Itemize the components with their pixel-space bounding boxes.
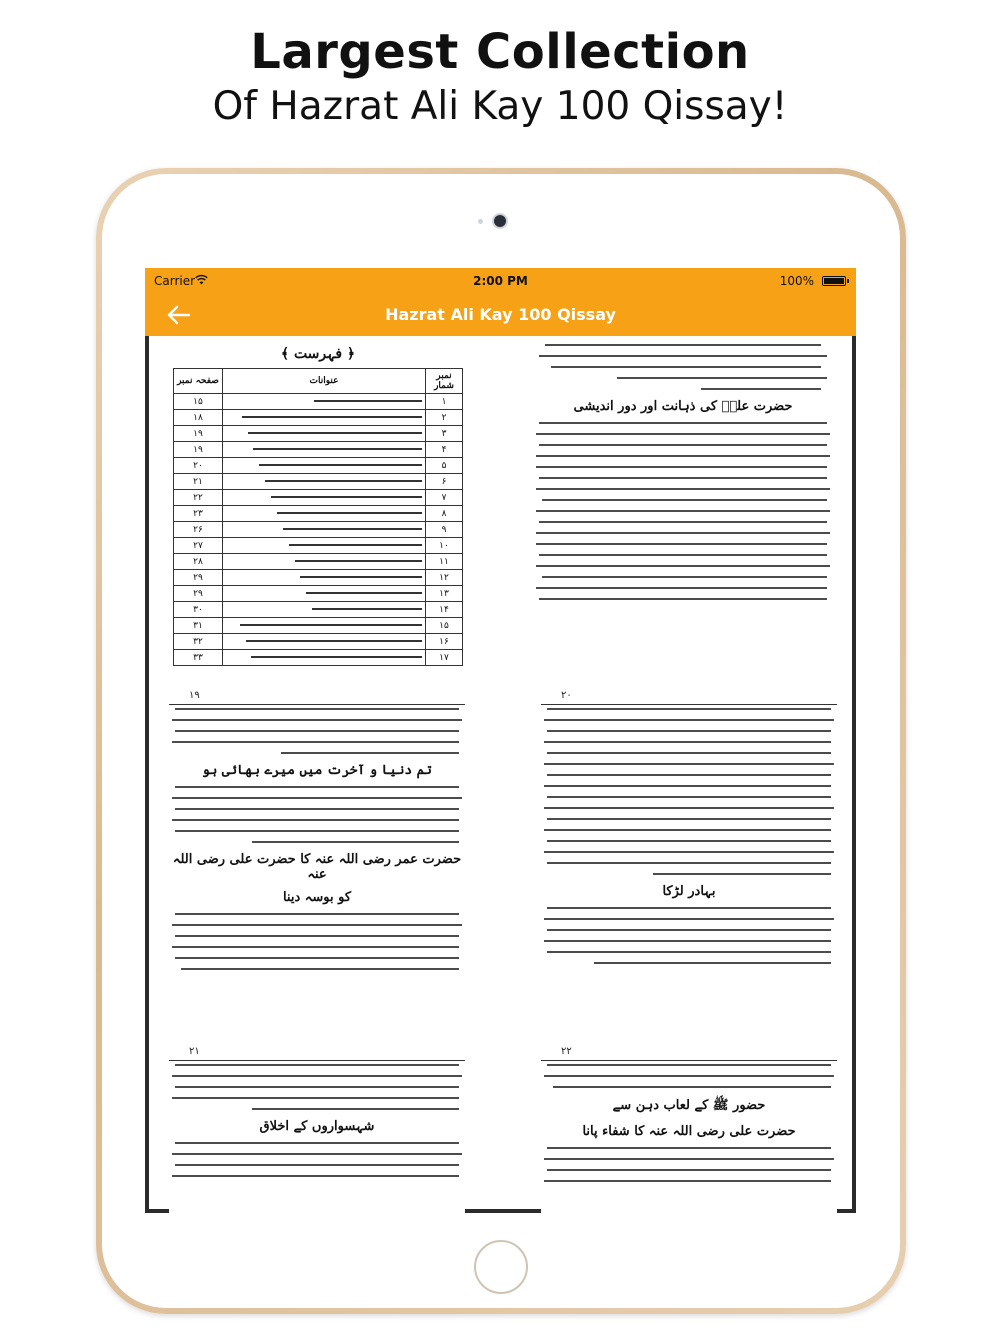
toc-row[interactable] — [174, 474, 463, 490]
toc-header-number: نمبر شمار — [426, 369, 463, 394]
toc-row-title — [223, 506, 426, 522]
promo-headline — [0, 22, 1000, 132]
battery-percent: 100% — [779, 274, 814, 288]
toc-row-page: ۱۵ — [174, 394, 223, 410]
page-3-heading-3: کو بوسہ دینا — [282, 890, 352, 905]
toc-header-title: عنوانات — [223, 369, 426, 394]
home-button[interactable] — [474, 1240, 528, 1294]
page-3-heading-2: حضرت عمر رضی اللہ عنہ کا حضرت علی رضی اللہ عنہ — [172, 852, 462, 882]
device-screen — [145, 268, 856, 1213]
toc-row-page: ۲۸ — [174, 554, 223, 570]
toc-row-title — [223, 458, 426, 474]
book-page-3 — [169, 688, 465, 988]
toc-row-number: ۱۵ — [426, 618, 463, 634]
toc-row-page: ۳۰ — [174, 602, 223, 618]
toc-page — [173, 342, 463, 663]
toc-row-number: ۱۶ — [426, 634, 463, 650]
toc-row-page: ۲۱ — [174, 474, 223, 490]
page-4-heading: بہادر لڑکا — [662, 884, 716, 899]
clock: 2:00 PM — [473, 274, 528, 288]
toc-row-title — [223, 586, 426, 602]
nav-bar — [145, 294, 856, 336]
toc-row[interactable] — [174, 522, 463, 538]
toc-row[interactable] — [174, 570, 463, 586]
toc-row-title — [223, 490, 426, 506]
toc-row-title — [223, 410, 426, 426]
toc-row-page: ۱۹ — [174, 426, 223, 442]
toc-row-number: ۱۲ — [426, 570, 463, 586]
toc-row-number: ۱۳ — [426, 586, 463, 602]
nav-title: Hazrat Ali Kay 100 Qissay — [385, 305, 616, 324]
toc-row-title — [223, 442, 426, 458]
headline-line-1: Largest Collection — [250, 24, 750, 80]
ipad-sensor — [478, 219, 483, 224]
toc-row-number: ۳ — [426, 426, 463, 442]
toc-row-title — [223, 426, 426, 442]
headline-line-2: Of Hazrat Ali Kay 100 Qissay! — [212, 84, 788, 129]
toc-row-number: ۸ — [426, 506, 463, 522]
toc-row-title — [223, 634, 426, 650]
toc-row[interactable] — [174, 506, 463, 522]
page-4-number: ۲۰ — [561, 690, 572, 701]
page-2-heading: حضرت علیؓ کی ذہانت اور دور اندیشی — [573, 399, 793, 414]
toc-row-number: ۷ — [426, 490, 463, 506]
battery-icon — [822, 276, 846, 286]
ipad-camera — [494, 215, 506, 227]
page-5-heading: شہسواروں کے اخلاق — [259, 1119, 375, 1134]
toc-row[interactable] — [174, 634, 463, 650]
book-page-5 — [169, 1044, 465, 1214]
toc-row[interactable] — [174, 554, 463, 570]
book-page-2 — [533, 344, 833, 644]
page-6-heading-2: حضرت علی رضی اللہ عنہ کا شفاء پانا — [582, 1124, 796, 1139]
toc-row-page: ۲۶ — [174, 522, 223, 538]
page-3-heading-1: تم دنیا و آخرت میں میرے بھائی ہو — [202, 763, 432, 778]
page-6-number: ۲۲ — [561, 1046, 572, 1057]
toc-row-title — [223, 394, 426, 410]
toc-row-number: ۱۰ — [426, 538, 463, 554]
toc-row[interactable] — [174, 490, 463, 506]
toc-row-number: ۱ — [426, 394, 463, 410]
status-bar — [145, 268, 856, 294]
toc-row-page: ۳۲ — [174, 634, 223, 650]
book-content[interactable] — [149, 336, 852, 1209]
toc-row-page: ۱۸ — [174, 410, 223, 426]
toc-row-page: ۳۳ — [174, 650, 223, 666]
toc-row-number: ۱۱ — [426, 554, 463, 570]
toc-row-title — [223, 570, 426, 586]
toc-row-page: ۳۱ — [174, 618, 223, 634]
toc-row-number: ۹ — [426, 522, 463, 538]
toc-row-title — [223, 650, 426, 666]
toc-header-page: صفحہ نمبر — [174, 369, 223, 394]
toc-row[interactable] — [174, 410, 463, 426]
toc-row-number: ۵ — [426, 458, 463, 474]
toc-row-page: ۱۹ — [174, 442, 223, 458]
toc-row-number: ۲ — [426, 410, 463, 426]
book-page-4 — [541, 688, 837, 988]
toc-row-title — [223, 538, 426, 554]
toc-row-number: ۶ — [426, 474, 463, 490]
page-6-heading-1: حضور ﷺ کے لعاب دہن سے — [612, 1098, 766, 1113]
toc-row[interactable] — [174, 650, 463, 666]
toc-table — [173, 368, 463, 666]
toc-row[interactable] — [174, 394, 463, 410]
toc-row-number: ۱۴ — [426, 602, 463, 618]
toc-row-title — [223, 474, 426, 490]
page-3-number: ۱۹ — [189, 690, 200, 701]
toc-row[interactable] — [174, 618, 463, 634]
toc-row-title — [223, 522, 426, 538]
toc-row-number: ۱۷ — [426, 650, 463, 666]
toc-row-title — [223, 554, 426, 570]
toc-title: ﴾ فہرست ﴿ — [280, 346, 356, 362]
toc-row[interactable] — [174, 538, 463, 554]
toc-row-page: ۲۹ — [174, 586, 223, 602]
toc-row-title — [223, 618, 426, 634]
toc-row-page: ۲۷ — [174, 538, 223, 554]
carrier-label: Carrier — [154, 274, 196, 288]
toc-row[interactable] — [174, 458, 463, 474]
toc-row-title — [223, 602, 426, 618]
toc-row-page: ۲۳ — [174, 506, 223, 522]
toc-row-number: ۴ — [426, 442, 463, 458]
toc-row[interactable] — [174, 442, 463, 458]
toc-row[interactable] — [174, 586, 463, 602]
toc-row[interactable] — [174, 602, 463, 618]
toc-row-page: ۲۹ — [174, 570, 223, 586]
toc-row[interactable] — [174, 426, 463, 442]
book-page-6 — [541, 1044, 837, 1214]
page-5-number: ۲۱ — [189, 1046, 200, 1057]
toc-row-page: ۲۰ — [174, 458, 223, 474]
toc-row-page: ۲۲ — [174, 490, 223, 506]
